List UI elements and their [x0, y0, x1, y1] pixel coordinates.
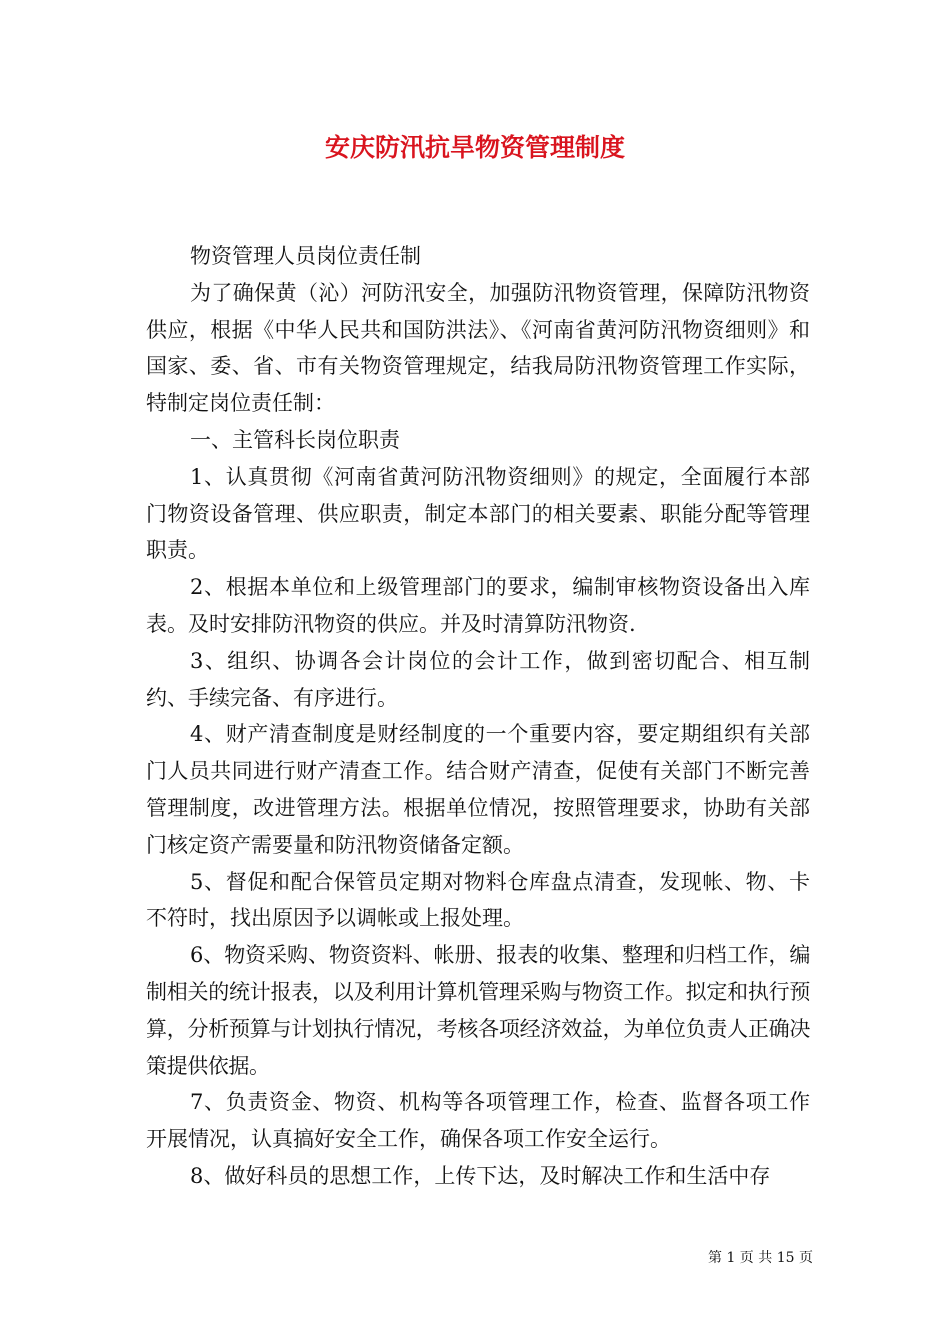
document-body	[146, 238, 810, 1195]
section-heading: 物资管理人员岗位责任制	[190, 244, 421, 268]
document-title: 安庆防汛抗旱物资管理制度	[324, 133, 625, 162]
section-heading: 一、主管科长岗位职责	[190, 427, 400, 452]
duty-item: 4、财产清查制度是财经制度的一个重要内容，要定期组织有关部门人员共同进行财产清查工作。结合财产清查，促使有关部门不断完善管理制度，改进管理方法。根据单位情况，按照管理要求，协助有关部门核定资产需要量和防汛物资储备定额。	[146, 722, 810, 857]
duty-item: 1、认真贯彻《河南省黄河防汛物资细则》的规定，全面履行本部门物资设备管理、供应职责，制定本部门的相关要素、职能分配等管理职责。	[146, 464, 810, 563]
duty-item: 8、做好科员的思想工作，上传下达，及时解决工作和生活中存	[190, 1163, 771, 1188]
duty-item: 2、根据本单位和上级管理部门的要求，编制审核物资设备出入库表。及时安排防汛物资的供应。并及时清算防汛物资.	[146, 575, 810, 636]
intro-paragraph: 为了确保黄（沁）河防汛安全，加强防汛物资管理，保障防汛物资供应，根据《中华人民共和国防洪法》、《河南省黄河防汛物资细则》和国家、委、省、市有关物资管理规定，结我局防汛物资管理工作实际，特制定岗位责任制：	[146, 280, 810, 416]
duty-item: 6、物资采购、物资资料、帐册、报表的收集、整理和归档工作，编制相关的统计报表，以及利用计算机管理采购与物资工作。拟定和执行预算，分析预算与计划执行情况，考核各项经济效益，为单位负责人正确决策提供依据。	[146, 943, 810, 1078]
duty-item: 3、组织、协调各会计岗位的会计工作，做到密切配合、相互制约、手续完备、有序进行。	[146, 648, 810, 710]
duty-item: 5、督促和配合保管员定期对物料仓库盘点清查，发现帐、物、卡不符时，找出原因予以调帐或上报处理。	[146, 869, 810, 931]
page-number: 第 1 页 共 15 页	[708, 1250, 813, 1266]
duty-item: 7、负责资金、物资、机构等各项管理工作，检查、监督各项工作开展情况，认真搞好安全工作，确保各项工作安全运行。	[146, 1090, 810, 1152]
